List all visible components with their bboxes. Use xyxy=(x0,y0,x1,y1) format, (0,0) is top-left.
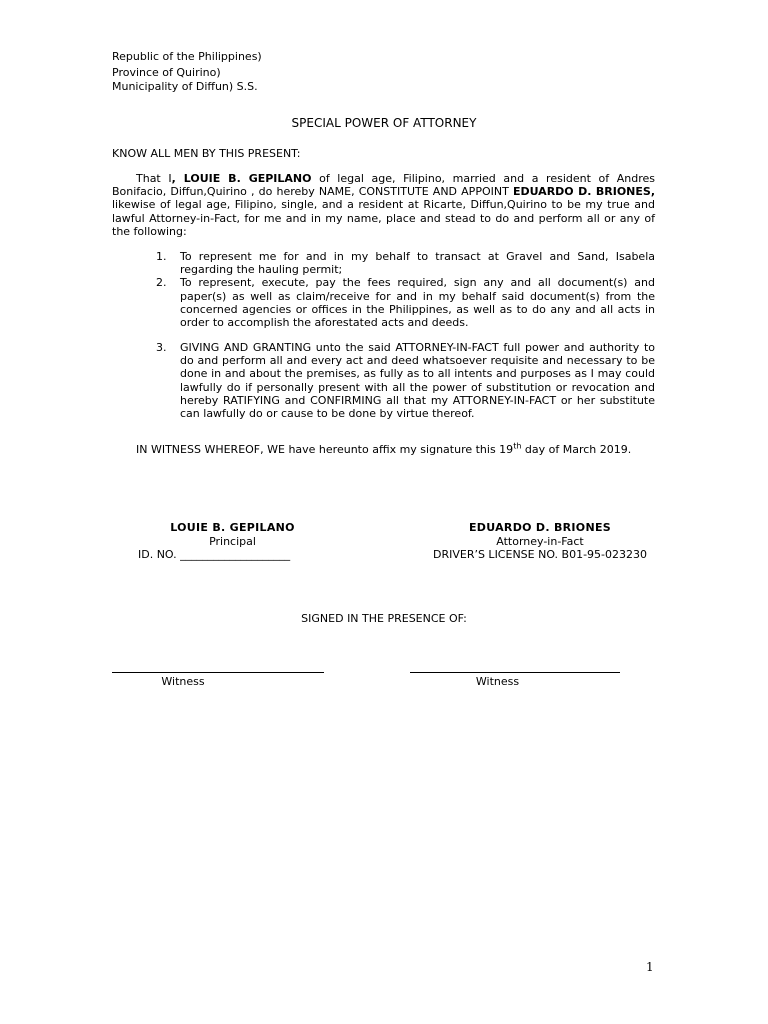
list-item xyxy=(156,250,655,276)
intro-paragraph xyxy=(112,172,655,238)
document-title: SPECIAL POWER OF ATTORNEY xyxy=(291,116,477,130)
intro-text-2: of legal age, Filipino, married and a resident of Andres Bonifacio, Diffun,Quirino , do hereby NAME, CONSTITUTE AND APPOINT xyxy=(112,172,656,199)
header-province: Province of Quirino) xyxy=(112,66,221,79)
principal-id-field: ID. NO. ____________________ xyxy=(138,548,291,561)
witness-2-signature-line xyxy=(410,672,620,673)
attorney-role: Attorney-in-Fact xyxy=(496,534,584,548)
salutation: KNOW ALL MEN BY THIS PRESENT: xyxy=(112,147,301,160)
ordinal-suffix: th xyxy=(513,441,522,451)
list-item-number: 1. xyxy=(156,250,167,263)
principal-name: LOUIE B. GEPILANO xyxy=(170,521,295,534)
list-item-text: GIVING AND GRANTING unto the said ATTORNEY-IN-FACT full power and authority to do and perform all and every act and deed whatsoever requisite and necessary to be done in and about the premises, as fully as to all intents and purposes as I may could lawfully do if personally present with all the power of substitution or revocation and hereby RATIFYING and CONFIRMING all that my ATTORNEY-IN-FACT or her substitute can lawfully do or cause to be done by virtue thereof. xyxy=(180,341,655,421)
witness-clause-date: day of March 2019. xyxy=(521,443,632,456)
attorney-signature-block xyxy=(420,521,660,562)
intro-text-1: That I xyxy=(136,172,172,185)
attorney-license: DRIVER’S LICENSE NO. B01-95-023230 xyxy=(432,548,648,561)
principal-name-inline: , LOUIE B. GEPILANO xyxy=(171,172,312,185)
attorney-name: EDUARDO D. BRIONES xyxy=(468,521,611,534)
presence-heading: SIGNED IN THE PRESENCE OF: xyxy=(301,612,467,625)
witness-2-label: Witness xyxy=(475,675,520,688)
witness-clause-text: IN WITNESS WHEREOF, WE have hereunto affix my signature this 19 xyxy=(136,443,514,456)
list-item-number: 3. xyxy=(156,341,167,354)
page-number: 1 xyxy=(646,960,654,974)
list-item xyxy=(156,276,655,329)
principal-role: Principal xyxy=(209,534,256,548)
intro-text-3: likewise of legal age, Filipino, single, and a resident at Ricarte, Diffun,Quirino to be my true and lawful Attorney-in-Fact, for me and in my name, place and stead to do and perform all or any of the following: xyxy=(112,198,655,238)
witness-clause xyxy=(112,443,655,456)
header-republic: Republic of the Philippines) xyxy=(112,50,262,63)
principal-signature-block xyxy=(130,521,335,562)
list-item xyxy=(156,341,655,420)
list-item-text: To represent me for and in my behalf to transact at Gravel and Sand, Isabela regarding the hauling permit; xyxy=(180,250,655,277)
list-item-text: To represent, execute, pay the fees required, sign any and all document(s) and paper(s) as well as claim/receive for and in my behalf said document(s) from the concerned agencies or offices in the Philippines, as well as to do any and all acts in order to accomplish the aforestated acts and deeds. xyxy=(180,276,655,330)
witness-1-label: Witness xyxy=(161,675,205,688)
powers-list-b xyxy=(156,341,655,420)
witness-1-signature-line xyxy=(112,672,324,673)
attorney-name-inline: EDUARDO D. BRIONES, xyxy=(512,185,655,199)
header-municipality: Municipality of Diffun) S.S. xyxy=(112,80,258,93)
list-item-number: 2. xyxy=(156,276,167,290)
powers-list-a xyxy=(156,250,655,329)
